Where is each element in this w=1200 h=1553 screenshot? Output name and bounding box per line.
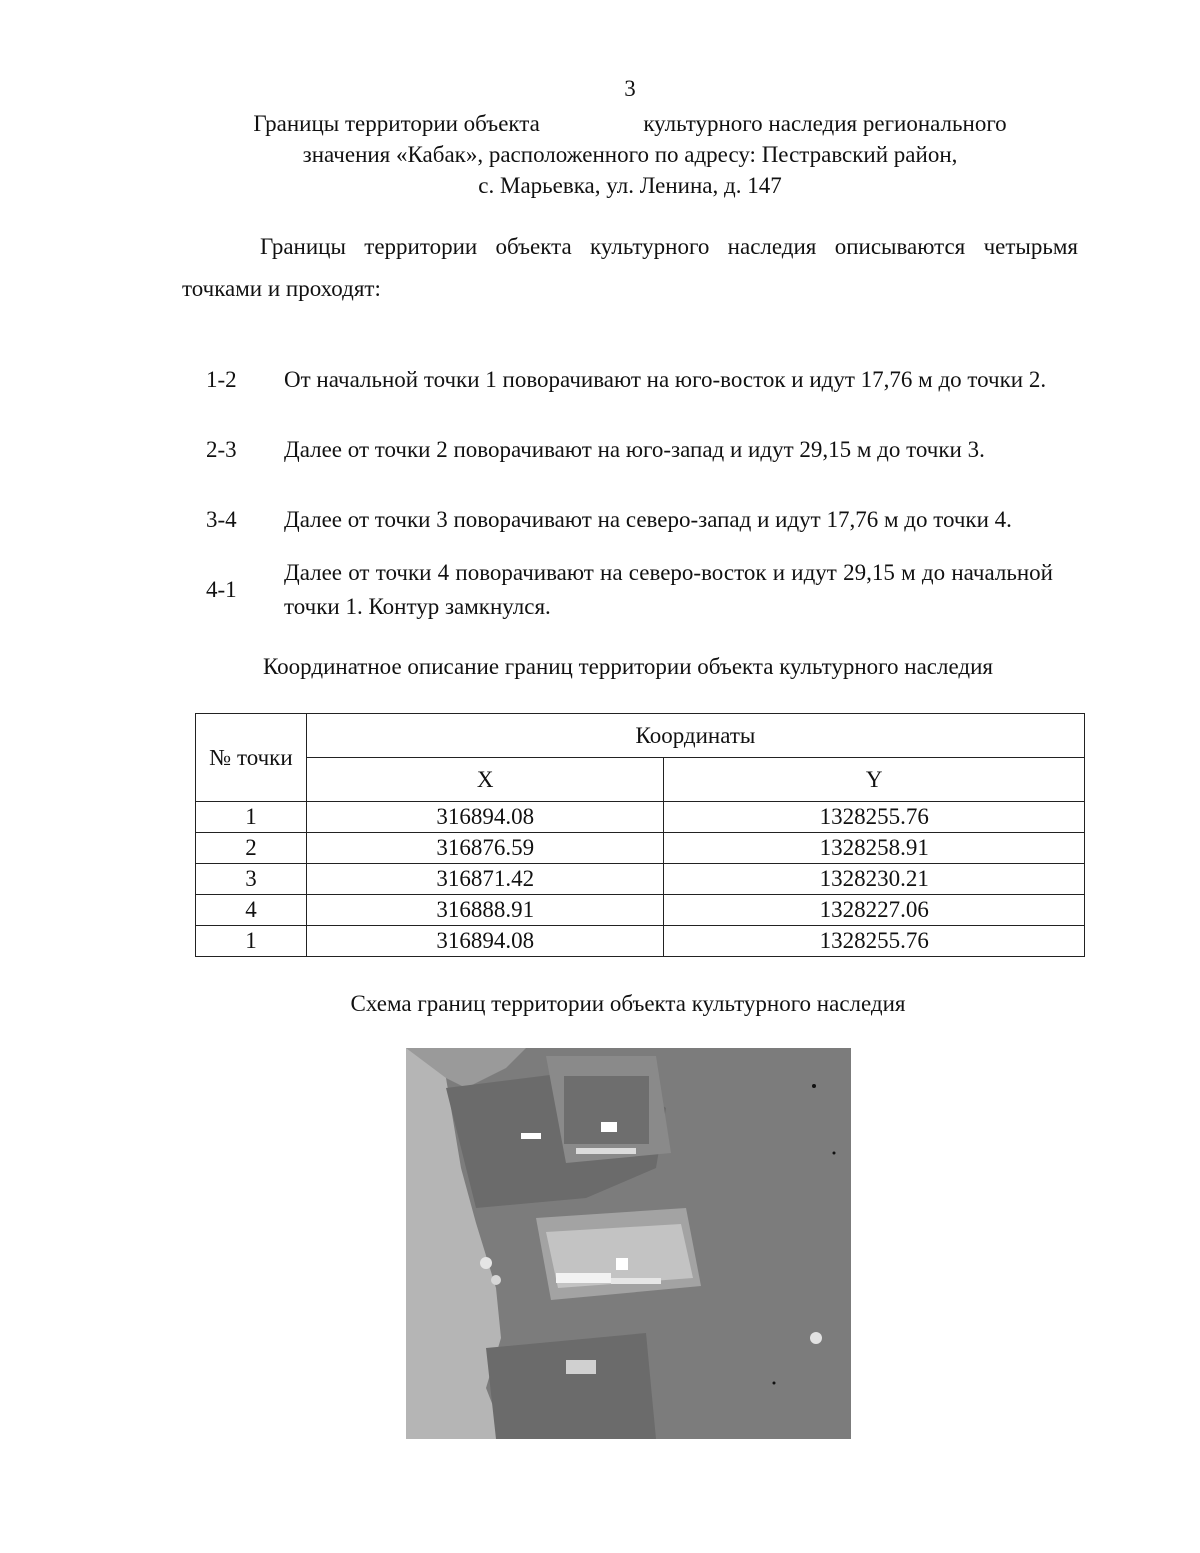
table-row [196, 926, 1085, 957]
title-line-3: с. Марьевка, ул. Ленина, д. 147 [478, 173, 782, 198]
table-row [196, 802, 1085, 833]
point-cell: 4 [196, 895, 307, 926]
point-cell: 3 [196, 864, 307, 895]
page-number: 3 [624, 76, 636, 101]
table-row [196, 895, 1085, 926]
segment-3-4 [183, 486, 1053, 554]
segment-code: 2-3 [206, 437, 237, 462]
x-cell: 316876.59 [306, 833, 664, 864]
segment-code: 3-4 [206, 507, 237, 532]
segment-description: Далее от точки 2 поворачивают на юго-запад и идут 29,15 м до точки 3. [284, 437, 985, 462]
coordinates-header: Координаты [306, 714, 1084, 758]
title-line-2: значения «Кабак», расположенного по адресу: Пестравский район, [302, 142, 958, 167]
title-line-1: Границы территории объекта культурного наследия регионального [253, 111, 1007, 136]
y-header: Y [664, 758, 1085, 802]
x-cell: 316888.91 [306, 895, 664, 926]
table-caption: Координатное описание границ территории объекта культурного наследия [262, 654, 993, 679]
x-header: X [306, 758, 664, 802]
scheme-caption: Схема границ территории объекта культурного наследия [350, 991, 906, 1016]
point-cell: 1 [196, 926, 307, 957]
point-cell: 2 [196, 833, 307, 864]
segment-description: От начальной точки 1 поворачивают на юго-восток и идут 17,76 м до точки 2. [284, 367, 1047, 392]
aerial-map-image [406, 1048, 851, 1439]
x-cell: 316894.08 [306, 802, 664, 833]
y-cell: 1328258.91 [664, 833, 1085, 864]
segment-1-2 [183, 346, 1053, 414]
boundary-segments [183, 346, 1053, 626]
segment-2-3 [183, 416, 1053, 484]
map-drawing [406, 1048, 851, 1439]
intro-text: Границы территории объекта культурного наследия описываются четырьмя точками и проходят: [182, 234, 1078, 301]
segment-code: 1-2 [206, 367, 237, 392]
y-cell: 1328255.76 [664, 802, 1085, 833]
point-number-header: № точки [196, 714, 307, 802]
x-cell: 316871.42 [306, 864, 664, 895]
segment-description: Далее от точки 4 поворачивают на северо-восток и идут 29,15 м до начальной точки 1. Контур замкнулся. [284, 560, 1053, 619]
intro-paragraph [182, 226, 1078, 310]
table-row [196, 833, 1085, 864]
table-row [196, 864, 1085, 895]
x-cell: 316894.08 [306, 926, 664, 957]
y-cell: 1328227.06 [664, 895, 1085, 926]
y-cell: 1328255.76 [664, 926, 1085, 957]
segment-description: Далее от точки 3 поворачивают на северо-запад и идут 17,76 м до точки 4. [284, 507, 1012, 532]
segment-code: 4-1 [206, 577, 237, 602]
document-title [180, 108, 1080, 201]
y-cell: 1328230.21 [664, 864, 1085, 895]
point-cell: 1 [196, 802, 307, 833]
coordinates-table [195, 713, 1085, 957]
segment-4-1 [183, 556, 1053, 624]
